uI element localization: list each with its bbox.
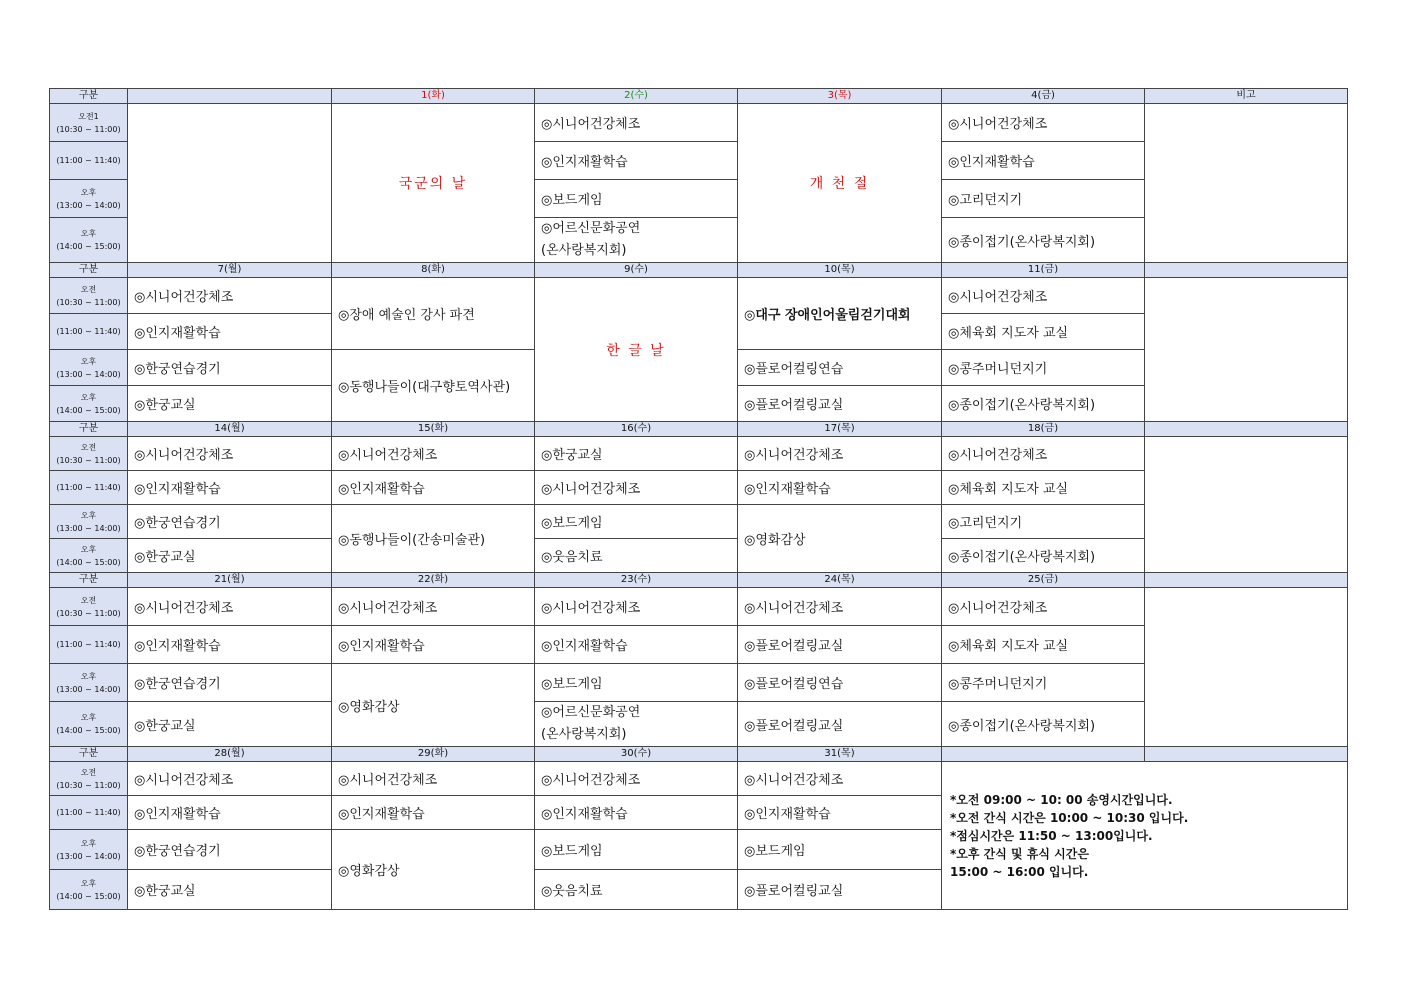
week5-day-tue: 29(화): [332, 747, 535, 762]
week1-day-thu: 3(목): [738, 89, 942, 104]
week2-remark-header: [1145, 263, 1348, 278]
week2-day-tue: 8(화): [332, 263, 535, 278]
week3-wed-1: ◎한궁교실: [535, 437, 738, 471]
week2-mon-1: ◎시니어건강체조: [128, 278, 332, 314]
week2-fri-3: ◎콩주머니던지기: [942, 350, 1145, 386]
week5-tue-1: ◎시니어건강체조: [332, 762, 535, 796]
week3-fri-2: ◎체육회 지도자 교실: [942, 471, 1145, 505]
time-label: (11:00 ~ 11:40): [50, 626, 128, 664]
week1-wed-1: ◎시니어건강체조: [535, 104, 738, 142]
week2-thu-1: ◎대구 장애인어울림걷기대회: [738, 278, 942, 350]
note-line: *오후 간식 및 휴식 시간은: [950, 846, 1089, 861]
week2-tue-1: ◎장애 예술인 강사 파견: [332, 278, 535, 350]
week3-mon-1: ◎시니어건강체조: [128, 437, 332, 471]
week4-day-mon: 21(월): [128, 573, 332, 588]
table-row: [50, 278, 1348, 314]
week5-header-row: [50, 747, 1348, 762]
week4-tue-2: ◎인지재활학습: [332, 626, 535, 664]
week3-day-mon: 14(월): [128, 422, 332, 437]
week2-mon-3: ◎한궁연습경기: [128, 350, 332, 386]
time-label: 오후 (13:00 ~ 14:00): [50, 830, 128, 870]
week4-wed-4: ◎어르신문화공연 (온사랑복지회): [535, 702, 738, 747]
time-label: 오전1 (10:30 ~ 11:00): [50, 104, 128, 142]
week4-thu-3: ◎플로어컬링연습: [738, 664, 942, 702]
week1-header-row: [50, 89, 1348, 104]
week3-mon-3: ◎한궁연습경기: [128, 505, 332, 539]
week2-thu-2: ◎플로어컬링연습: [738, 350, 942, 386]
week4-wed-1: ◎시니어건강체조: [535, 588, 738, 626]
week3-fri-3: ◎고리던지기: [942, 505, 1145, 539]
week3-day-fri: 18(금): [942, 422, 1145, 437]
note-line: *점심시간은 11:50 ~ 13:00입니다.: [950, 828, 1153, 843]
note-line: 15:00 ~ 16:00 입니다.: [950, 864, 1089, 879]
week4-tue-1: ◎시니어건강체조: [332, 588, 535, 626]
time-label: 오후 (13:00 ~ 14:00): [50, 350, 128, 386]
week1-wed-4: ◎어르신문화공연 (온사랑복지회): [535, 218, 738, 263]
week5-day-thu: 31(목): [738, 747, 942, 762]
week4-day-tue: 22(화): [332, 573, 535, 588]
week1-day-fri: 4(금): [942, 89, 1145, 104]
week4-thu-1: ◎시니어건강체조: [738, 588, 942, 626]
week5-day-wed: 30(수): [535, 747, 738, 762]
week2-header-row: [50, 263, 1348, 278]
week4-thu-2: ◎플로어컬링교실: [738, 626, 942, 664]
header-label: 구분: [50, 573, 128, 588]
table-row: [50, 437, 1348, 471]
week1-day-wed: 2(수): [535, 89, 738, 104]
table-row: [50, 762, 1348, 796]
time-label: 오전 (10:30 ~ 11:00): [50, 437, 128, 471]
week4-fri-4: ◎종이접기(온사랑복지회): [942, 702, 1145, 747]
week1-remark: [1145, 104, 1348, 263]
week2-day-fri: 11(금): [942, 263, 1145, 278]
week5-mon-4: ◎한궁교실: [128, 870, 332, 910]
week2-mon-4: ◎한궁교실: [128, 386, 332, 422]
week4-tue-3: ◎영화감상: [332, 664, 535, 747]
week1-fri-4: ◎종이접기(온사랑복지회): [942, 218, 1145, 263]
time-label: (11:00 ~ 11:40): [50, 142, 128, 180]
table-row: [50, 104, 1348, 142]
week3-day-thu: 17(목): [738, 422, 942, 437]
week4-fri-3: ◎콩주머니던지기: [942, 664, 1145, 702]
time-label: 오후 (14:00 ~ 15:00): [50, 870, 128, 910]
week4-fri-1: ◎시니어건강체조: [942, 588, 1145, 626]
time-label: 오후 (14:00 ~ 15:00): [50, 539, 128, 573]
week4-day-fri: 25(금): [942, 573, 1145, 588]
week3-fri-4: ◎종이접기(온사랑복지회): [942, 539, 1145, 573]
week3-tue-3: ◎동행나들이(간송미술관): [332, 505, 535, 573]
week1-wed-3: ◎보드게임: [535, 180, 738, 218]
week3-fri-1: ◎시니어건강체조: [942, 437, 1145, 471]
week3-thu-3: ◎영화감상: [738, 505, 942, 573]
header-label: 구분: [50, 422, 128, 437]
week4-mon-4: ◎한궁교실: [128, 702, 332, 747]
week4-header-row: [50, 573, 1348, 588]
time-label: 오후 (14:00 ~ 15:00): [50, 386, 128, 422]
week4-wed-3: ◎보드게임: [535, 664, 738, 702]
week1-wed-2: ◎인지재활학습: [535, 142, 738, 180]
week5-mon-1: ◎시니어건강체조: [128, 762, 332, 796]
header-label: 구분: [50, 747, 128, 762]
week4-mon-1: ◎시니어건강체조: [128, 588, 332, 626]
week3-day-wed: 16(수): [535, 422, 738, 437]
week2-tue-2: ◎동행나들이(대구향토역사관): [332, 350, 535, 422]
week1-fri-1: ◎시니어건강체조: [942, 104, 1145, 142]
week3-tue-1: ◎시니어건강체조: [332, 437, 535, 471]
header-label: 구분: [50, 263, 128, 278]
week5-thu-3: ◎보드게임: [738, 830, 942, 870]
week5-thu-2: ◎인지재활학습: [738, 796, 942, 830]
header-remark: 비고: [1145, 89, 1348, 104]
week4-remark-header: [1145, 573, 1348, 588]
week2-fri-4: ◎종이접기(온사랑복지회): [942, 386, 1145, 422]
week5-wed-1: ◎시니어건강체조: [535, 762, 738, 796]
week1-fri-2: ◎인지재활학습: [942, 142, 1145, 180]
week5-tue-2: ◎인지재활학습: [332, 796, 535, 830]
week3-header-row: [50, 422, 1348, 437]
week4-mon-2: ◎인지재활학습: [128, 626, 332, 664]
schedule-table: [49, 88, 1348, 910]
week4-thu-4: ◎플로어컬링교실: [738, 702, 942, 747]
time-label: 오후 (13:00 ~ 14:00): [50, 505, 128, 539]
time-label: 오후 (13:00 ~ 14:00): [50, 664, 128, 702]
week5-day-fri: [942, 747, 1145, 762]
week3-day-tue: 15(화): [332, 422, 535, 437]
week4-wed-2: ◎인지재활학습: [535, 626, 738, 664]
week1-tue-holiday: 국군의 날: [332, 104, 535, 263]
week2-day-thu: 10(목): [738, 263, 942, 278]
time-label: (11:00 ~ 11:40): [50, 796, 128, 830]
note-line: *오전 09:00 ~ 10: 00 송영시간입니다.: [950, 792, 1173, 807]
week5-day-mon: 28(월): [128, 747, 332, 762]
week2-fri-1: ◎시니어건강체조: [942, 278, 1145, 314]
week1-day-mon: [128, 89, 332, 104]
week2-wed-holiday: 한 글 날: [535, 278, 738, 422]
week5-tue-3: ◎영화감상: [332, 830, 535, 910]
week2-remark: [1145, 278, 1348, 422]
week2-thu-3: ◎플로어컬링교실: [738, 386, 942, 422]
week4-day-wed: 23(수): [535, 573, 738, 588]
time-label: 오후 (13:00 ~ 14:00): [50, 180, 128, 218]
time-label: (11:00 ~ 11:40): [50, 471, 128, 505]
week4-mon-3: ◎한궁연습경기: [128, 664, 332, 702]
week5-mon-3: ◎한궁연습경기: [128, 830, 332, 870]
time-label: 오후 (14:00 ~ 15:00): [50, 218, 128, 263]
week5-wed-4: ◎웃음치료: [535, 870, 738, 910]
week4-day-thu: 24(목): [738, 573, 942, 588]
week5-thu-1: ◎시니어건강체조: [738, 762, 942, 796]
note-line: *오전 간식 시간은 10:00 ~ 10:30 입니다.: [950, 810, 1189, 825]
week5-thu-4: ◎플로어컬링교실: [738, 870, 942, 910]
week5-remark-header: [1145, 747, 1348, 762]
time-label: 오전 (10:30 ~ 11:00): [50, 588, 128, 626]
week1-day-tue: 1(화): [332, 89, 535, 104]
notes-box: [942, 762, 1348, 910]
week3-wed-4: ◎웃음치료: [535, 539, 738, 573]
week2-mon-2: ◎인지재활학습: [128, 314, 332, 350]
week3-thu-1: ◎시니어건강체조: [738, 437, 942, 471]
week3-wed-2: ◎시니어건강체조: [535, 471, 738, 505]
week5-wed-2: ◎인지재활학습: [535, 796, 738, 830]
week1-mon-empty: [128, 104, 332, 263]
week4-remark: [1145, 588, 1348, 747]
week1-thu-holiday: 개 천 절: [738, 104, 942, 263]
table-row: [50, 588, 1348, 626]
week3-remark-header: [1145, 422, 1348, 437]
week3-mon-4: ◎한궁교실: [128, 539, 332, 573]
time-label: 오전 (10:30 ~ 11:00): [50, 762, 128, 796]
week5-wed-3: ◎보드게임: [535, 830, 738, 870]
week1-fri-3: ◎고리던지기: [942, 180, 1145, 218]
week2-day-mon: 7(월): [128, 263, 332, 278]
week5-mon-2: ◎인지재활학습: [128, 796, 332, 830]
week3-tue-2: ◎인지재활학습: [332, 471, 535, 505]
time-label: 오후 (14:00 ~ 15:00): [50, 702, 128, 747]
week2-day-wed: 9(수): [535, 263, 738, 278]
week3-wed-3: ◎보드게임: [535, 505, 738, 539]
week3-mon-2: ◎인지재활학습: [128, 471, 332, 505]
time-label: 오전 (10:30 ~ 11:00): [50, 278, 128, 314]
header-label: 구분: [50, 89, 128, 104]
week4-fri-2: ◎체육회 지도자 교실: [942, 626, 1145, 664]
week3-remark: [1145, 437, 1348, 573]
week2-fri-2: ◎체육회 지도자 교실: [942, 314, 1145, 350]
week3-thu-2: ◎인지재활학습: [738, 471, 942, 505]
time-label: (11:00 ~ 11:40): [50, 314, 128, 350]
